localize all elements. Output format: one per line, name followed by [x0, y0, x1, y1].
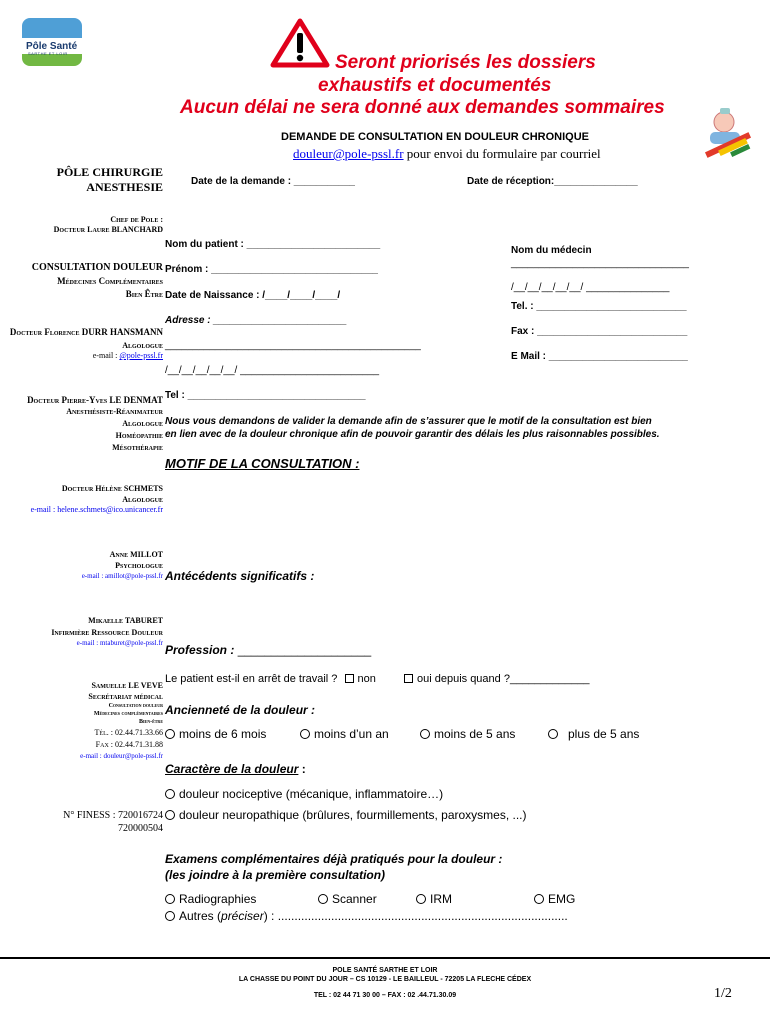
secretary-email[interactable]: e-mail : douleur@pole-pssl.fr: [80, 752, 163, 760]
caractere-option-1[interactable]: [165, 787, 443, 801]
antecedents-heading: Antécédents significatifs :: [165, 569, 315, 583]
doctor-postcode-field[interactable]: /__/__/__/__/__/ _______________: [511, 282, 670, 293]
caractere-heading: [165, 762, 306, 776]
doc3-name: Docteur Hélène SCHMETS: [61, 484, 163, 493]
checkbox-oui[interactable]: [404, 674, 413, 683]
footer-contact: TEL : 02 44 71 30 00 – FAX : 02 .44.71.30.09: [313, 992, 457, 999]
doc2-role2: Algologue: [122, 419, 163, 428]
doc1-email-prefix: e-mail :: [92, 351, 120, 360]
footer-org: POLE SANTÉ SARTHE ET LOIR: [332, 967, 438, 974]
exam-option-emg-label: EMG: [548, 892, 576, 906]
doc1-email-link[interactable]: @pole-pssl.fr: [119, 351, 163, 360]
psychologist-email[interactable]: e-mail : amillot@pole-pssl.fr: [81, 572, 163, 580]
exam-option-scanner-label: Scanner: [332, 892, 377, 906]
exam-option-irm[interactable]: [416, 892, 452, 906]
date-demande-field[interactable]: Date de la demande : ___________: [191, 176, 355, 187]
address-field[interactable]: Adresse : ________________________: [165, 315, 347, 326]
doctor-tel-field[interactable]: Tel. : ___________________________: [511, 301, 687, 312]
radio-circle-icon[interactable]: [416, 894, 426, 904]
doc1-email: [93, 351, 163, 360]
doctor-name-field[interactable]: ________________________________: [511, 258, 689, 269]
doctor-name-label: Nom du médecin: [511, 245, 592, 256]
exam-option-scanner[interactable]: [318, 892, 377, 906]
headline-line1: Seront priorisés les dossiers: [335, 52, 596, 73]
footer-address: LA CHASSE DU POINT DU JOUR – CS 10129 - LE BAILLEUL - 72205 LA FLECHE CÉDEX: [238, 976, 532, 983]
consult-line3: Bien Être: [125, 289, 163, 299]
headline-line2: exhaustifs et documentés: [318, 75, 552, 96]
motif-heading: MOTIF DE LA CONSULTATION :: [165, 456, 360, 471]
chef-label: Chef de Pole :: [110, 215, 163, 224]
anciennete-option-3[interactable]: [420, 727, 515, 741]
exam-autres-label-c[interactable]: ) : .......................................................................................: [263, 909, 568, 923]
address-line2[interactable]: ______________________________________________: [165, 340, 421, 351]
doc2-name: Docteur Pierre-Yves LE DENMAT: [27, 395, 163, 405]
patient-name-field[interactable]: Nom du patient : ________________________: [165, 239, 381, 250]
exam-option-emg[interactable]: [534, 892, 575, 906]
birthdate-field[interactable]: Date de Naissance : /____/____/____/: [165, 290, 341, 301]
anciennete-option-4-label: plus de 5 ans: [568, 727, 640, 741]
profession-label: Profession :: [165, 643, 238, 657]
notice-line2: en lien avec de la douleur chronique afin de pouvoir garantir des délais les plus raisonnables possibles.: [165, 429, 660, 440]
email-link[interactable]: douleur@pole-pssl.fr: [293, 146, 404, 161]
sick-person-icon: [700, 108, 756, 160]
dept-line1: PÔLE CHIRURGIE: [56, 165, 163, 179]
nurse-email[interactable]: e-mail : mtaburet@pole-pssl.fr: [76, 639, 163, 647]
email-line: [293, 146, 601, 162]
nurse-name: Mikaelle TABURET: [88, 616, 163, 625]
caractere-option-2-label: douleur neuropathique (brûlures, fourmillements, paroxysmes, ...): [179, 808, 527, 822]
exam-autres-label-b: préciser: [221, 909, 264, 923]
warning-triangle-icon: [270, 18, 330, 68]
caractere-option-2[interactable]: [165, 808, 527, 822]
doc1-role: Algologue: [122, 341, 163, 350]
secretary-tel: Tél. : 02.44.71.33.66: [94, 728, 163, 737]
work-stop-question: Le patient est-il en arrêt de travail ?: [165, 673, 338, 685]
secretary-fax: Fax : 02.44.71.31.88: [95, 740, 163, 749]
radio-circle-icon[interactable]: [165, 729, 175, 739]
email-line-suffix: pour envoi du formulaire par courriel: [403, 146, 601, 161]
exam-option-radiographies-label: Radiographies: [179, 892, 257, 906]
date-reception-field[interactable]: Date de réception:_______________: [467, 176, 638, 187]
examens-heading-line2: (les joindre à la première consultation): [165, 868, 386, 882]
radio-circle-icon[interactable]: [165, 810, 175, 820]
secretary-name: Samuelle LE VEVE: [91, 681, 163, 690]
consult-line2: Médecines Complémentaires: [57, 276, 163, 286]
anciennete-option-1[interactable]: [165, 727, 266, 741]
secretary-sub1: Consultation douleur: [108, 703, 163, 709]
secretary-sub3: Bien-être: [138, 719, 163, 725]
finess-line1: N° FINESS : 720016724: [63, 810, 163, 821]
doc3-email[interactable]: e-mail : helene.schmets@ico.unicancer.fr: [30, 505, 163, 514]
anciennete-option-4[interactable]: [548, 727, 639, 741]
radio-circle-icon[interactable]: [534, 894, 544, 904]
exam-option-irm-label: IRM: [430, 892, 452, 906]
psychologist-role: Psychologue: [115, 561, 163, 570]
anciennete-option-2[interactable]: [300, 727, 389, 741]
profession-field[interactable]: [165, 643, 371, 657]
psychologist-name: Anne MILLOT: [109, 550, 163, 559]
doc2-role1: Anesthésiste-Réanimateur: [66, 407, 163, 416]
anciennete-heading: Ancienneté de la douleur :: [165, 703, 316, 717]
logo-subtitle: SARTHE ET LOIR: [28, 51, 68, 56]
logo-name: Pôle Santé: [26, 41, 78, 52]
radio-circle-icon[interactable]: [318, 894, 328, 904]
nurse-role: Infirmière Ressource Douleur: [51, 628, 163, 637]
exam-option-radiographies[interactable]: [165, 892, 256, 906]
radio-circle-icon[interactable]: [165, 911, 175, 921]
caractere-colon: :: [298, 762, 306, 776]
patient-tel-field[interactable]: Tel : ________________________________: [165, 390, 366, 401]
radio-circle-icon[interactable]: [548, 729, 558, 739]
patient-firstname-field[interactable]: Prénom : ______________________________: [165, 264, 378, 275]
address-postcode-line[interactable]: /__/__/__/__/__/ _________________________: [165, 365, 380, 376]
consult-line1: CONSULTATION DOULEUR: [31, 262, 163, 273]
doc2-role3: Homéopathie: [115, 431, 163, 440]
headline-line3: Aucun délai ne sera donné aux demandes sommaires: [180, 97, 665, 118]
radio-circle-icon[interactable]: [300, 729, 310, 739]
exam-option-autres[interactable]: [165, 909, 568, 923]
examens-heading-line1: Examens complémentaires déjà pratiqués pour la douleur :: [165, 852, 503, 866]
footer-divider: [0, 957, 770, 959]
radio-circle-icon[interactable]: [165, 789, 175, 799]
form-title: DEMANDE DE CONSULTATION EN DOULEUR CHRONIQUE: [281, 131, 589, 143]
exam-autres-label-a: Autres (: [179, 909, 222, 923]
work-stop-non-label: non: [357, 673, 376, 685]
finess-line2: 720000504: [118, 823, 163, 834]
secretary-role: Secrétariat médical: [88, 692, 163, 701]
radio-circle-icon[interactable]: [420, 729, 430, 739]
anciennete-option-1-label: moins de 6 mois: [179, 727, 267, 741]
work-stop-question-row: [165, 673, 589, 685]
radio-circle-icon[interactable]: [165, 894, 175, 904]
doc3-role: Algologue: [122, 495, 163, 504]
pole-sante-logo: [22, 18, 82, 66]
work-stop-oui-label: oui depuis quand ?_____________: [416, 673, 590, 685]
doc2-role4: Mésothérapie: [112, 443, 163, 452]
checkbox-non[interactable]: [345, 674, 354, 683]
anciennete-option-2-label: moins d’un an: [314, 727, 389, 741]
chef-name: Docteur Laure BLANCHARD: [53, 225, 163, 234]
caractere-option-1-label: douleur nociceptive (mécanique, inflammatoire…): [179, 787, 444, 801]
doctor-email-field[interactable]: E Mail : _________________________: [511, 351, 688, 362]
secretary-sub2: Médecines complémentaires: [93, 711, 163, 717]
notice-line1: Nous vous demandons de valider la demande afin de s’assurer que le motif de la consultation est bien: [165, 416, 652, 427]
profession-line[interactable]: ____________________: [237, 643, 372, 657]
dept-line2: ANESTHESIE: [86, 180, 163, 194]
page-number: 1/2: [714, 986, 732, 1001]
caractere-label: Caractère de la douleur: [165, 762, 299, 776]
doctor-fax-field[interactable]: Fax : ___________________________: [511, 326, 688, 337]
anciennete-option-3-label: moins de 5 ans: [434, 727, 516, 741]
doc1-name: Docteur Florence DURR HANSMANN: [9, 327, 163, 337]
